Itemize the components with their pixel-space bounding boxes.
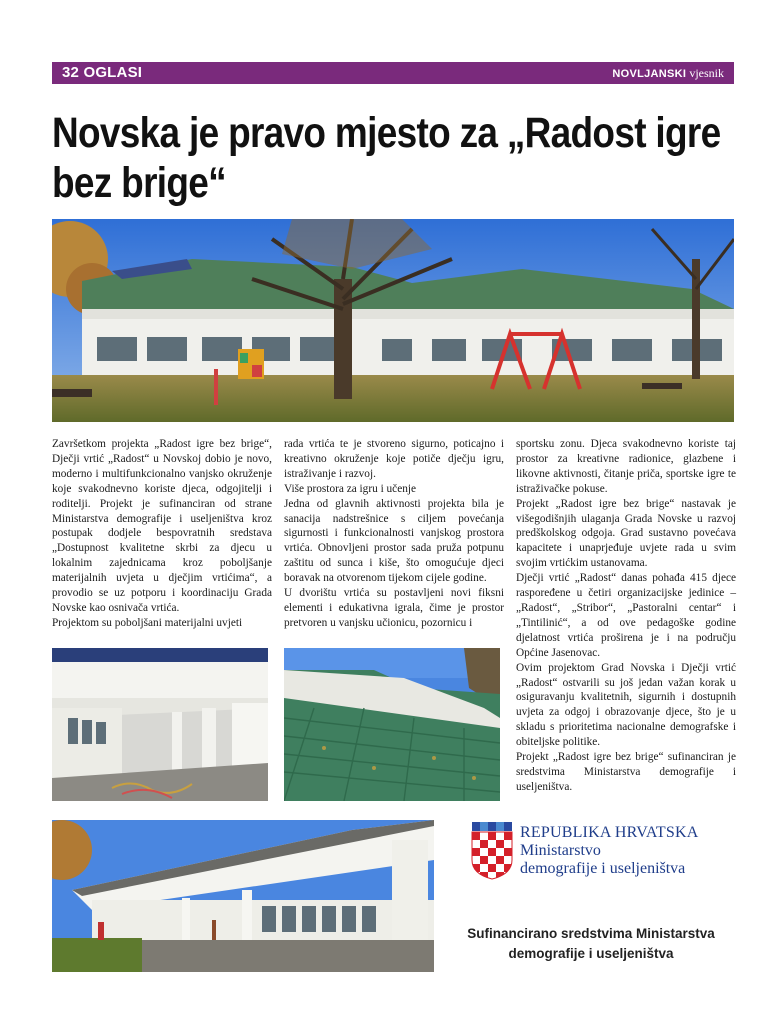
headline-text: Novska je pravo mjesto za „Radost igre bez brige“	[52, 109, 721, 207]
article-paragraph: Projekt „Radost igre bez brige“ sufinanciran je sredstvima Ministarstva demografije i useljeništva.	[516, 751, 736, 793]
article-paragraph: sportsku zonu. Djeca svakodnevno koriste taj prostor za kreativne radionice, glazbene i likovne aktivnosti, čitanje priča, sportske igre te istraživačke pokuse.	[516, 438, 736, 495]
publication-title: NOVLJANSKI	[612, 68, 687, 80]
article-paragraph: Završetkom projekta „Radost igre bez brige“, Dječji vrtić „Radost“ u Novskoj dobio je novo, moderno i multifunkcionalno vanjsko okruženje koje svakodnevno koriste djeca, odgojitelji i roditelji. Projekt je sufinanciran od strane Ministarstva demografije i useljeništva kroz postupak dodjele bespovratnih sredstava „Dostupnost kvalitetne skrbi za djecu u lokalnim zajednicama kroz poboljšanje materijalnih uvjeta u dječjim vrtićima“, a provodio se uz potporu i koordinaciju Grada Novske kao osnivača vrtića.	[52, 438, 272, 614]
kindergarten-yard-image	[52, 219, 734, 422]
article-paragraph: Projekt „Radost igre bez brige“ nastavak je višegodišnjih ulaganja Grada Novske u razvoj predškolskog odgoja. Grad sustavno povećava kapacitete i unaprjeđuje uvjete rada u svim svojim vrtićkim ustanovama.	[516, 497, 736, 570]
article-paragraph: Ovim projektom Grad Novska i Dječji vrtić „Radost“ ostvarili su još jedan važan korak u osiguravanju kvalitetnih, sigurnih i dostupnih uvjeta za odgoj i obrazovanje djece, što je u skladu s prioritetima nacionalne demografske i obiteljske politike.	[516, 661, 736, 749]
ministry-logo	[470, 822, 734, 882]
article-paragraph: Dječji vrtić „Radost“ danas pohađa 415 djece raspoređene u četiri organizacijske jedinice – „Radost“, „Stribor“, „Pastoralni centar“ i „Tintilinić“, a od ove pedagoške godine djelatnost vrtića proširena je i na području Općine Jasenovac.	[516, 572, 736, 659]
cofunding-line-1: Sufinancirano sredstvima Ministarstva	[467, 926, 715, 941]
logo-country-name: REPUBLIKA HRVATSKA	[520, 824, 699, 841]
croatian-coat-of-arms-icon	[470, 822, 514, 885]
cofunding-notice	[440, 924, 742, 964]
article-paragraph: rada vrtića te je stvoreno sigurno, poticajno i kreativno okruženje koje potiče dječju igru, istraživanje i razvoj.	[284, 438, 504, 480]
publication-suffix: vjesnik	[689, 66, 724, 80]
green-roof-photo	[284, 648, 500, 801]
covered-porch-image	[52, 648, 268, 801]
logo-ministry-line-2: demografije i useljeništva	[520, 860, 686, 877]
page-section-label: 32 OGLASI	[62, 64, 143, 81]
covered-porch-photo	[52, 648, 268, 801]
building-canopy-image	[52, 820, 434, 972]
article-headline	[52, 108, 721, 208]
article-column-3	[516, 437, 736, 795]
building-canopy-photo	[52, 820, 434, 972]
publication-name	[612, 66, 724, 81]
article-paragraph: Jedna od glavnih aktivnosti projekta bila je sanacija nadstrešnice s ciljem povećanja sigurnosti i funkcionalnosti vanjskog prostora vrtića. Obnovljeni prostor sada pruža potpunu zaštitu od sunca i kiše, što omogućuje djeci boravak na otvorenom tijekom cijele godine.	[284, 497, 504, 585]
article-paragraph: U dvorištu vrtića su postavljeni novi fiksni elementi i edukativna igrala, čime je prostor pretvoren u vanjsku učionicu, pozornicu i	[284, 587, 504, 629]
page-header-bar	[52, 62, 734, 84]
article-paragraph: Projektom su poboljšani materijalni uvjeti	[52, 616, 243, 629]
logo-ministry-line-1: Ministarstvo	[520, 842, 601, 859]
cofunding-line-2: demografije i useljeništva	[508, 946, 674, 961]
green-roof-image	[284, 648, 500, 801]
ministry-logo-text	[520, 824, 699, 878]
article-subheading: Više prostora za igru i učenje	[284, 482, 417, 495]
article-column-1	[52, 437, 272, 631]
article-column-2	[284, 437, 504, 631]
kindergarten-yard-photo	[52, 219, 734, 422]
